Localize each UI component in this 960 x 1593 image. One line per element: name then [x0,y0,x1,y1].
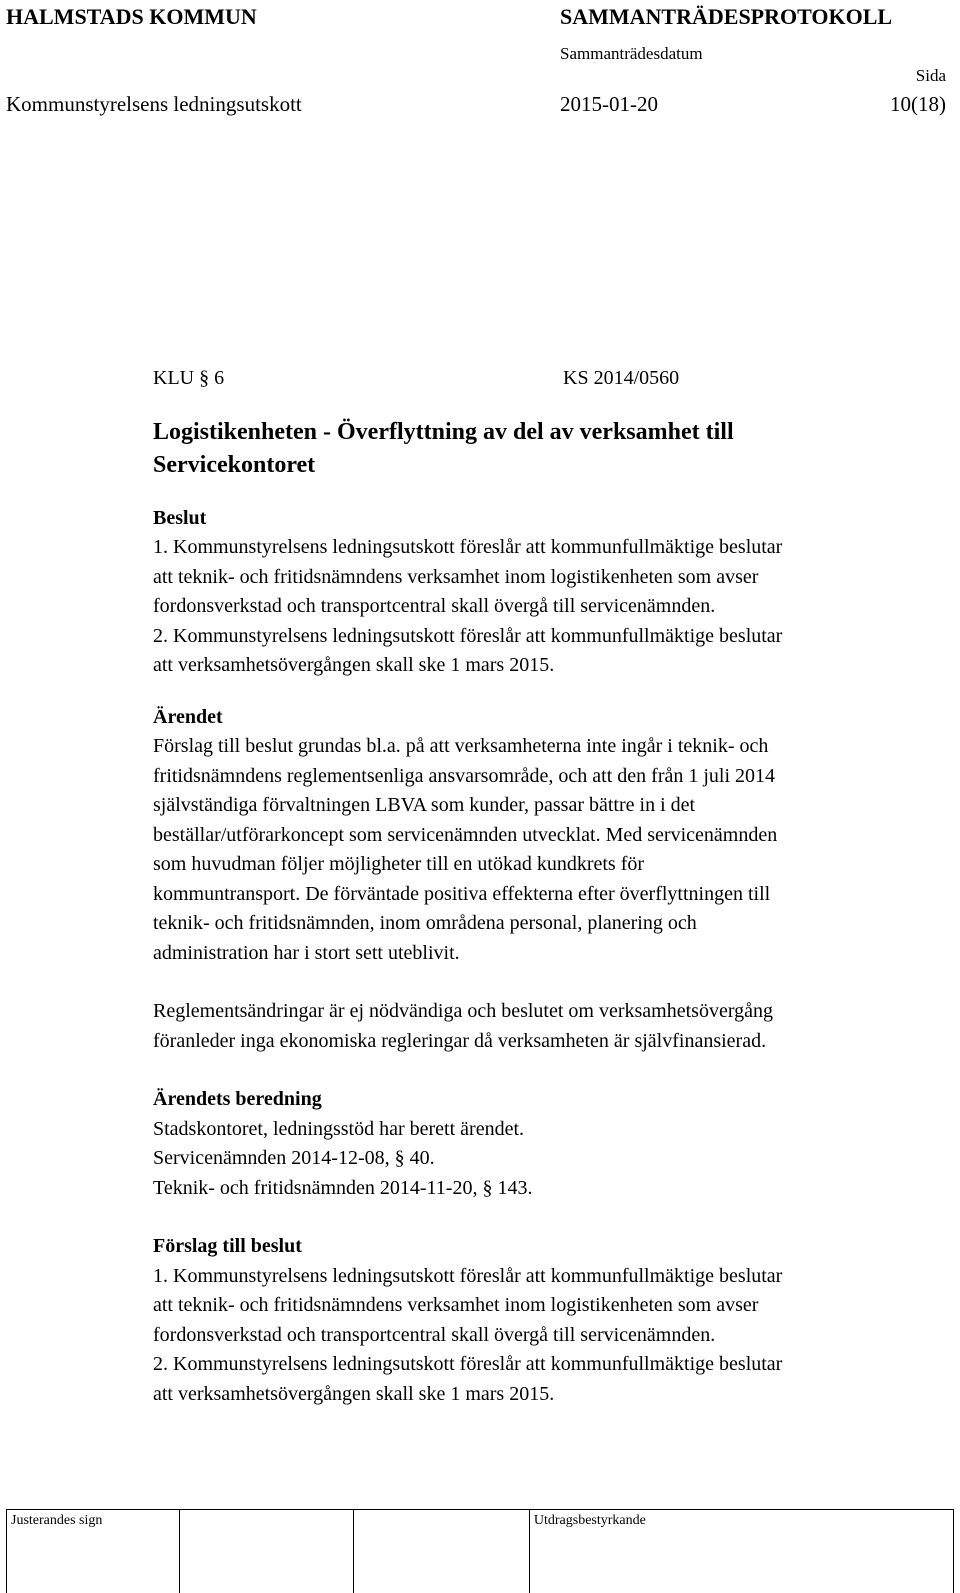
arendet-line: självständiga förvaltningen LBVA som kunder, passar bättre in i det [153,794,696,816]
beredning-line: Stadskontoret, ledningsstöd har berett ärendet. [153,1117,525,1140]
case-title-line: Servicekontoret [153,451,316,478]
document-body [153,364,953,1409]
forslag-text [153,1262,953,1410]
beredning-line: Teknik- och fritidsnämnden 2014-11-20, § 143. [153,1176,533,1199]
case-header [153,364,953,394]
forslag-line: att teknik- och fritidsnämndens verksamhet inom logistikenheten som avser [153,1294,759,1316]
date-label: Sammanträdesdatum [560,44,703,63]
arendet-paragraph [153,997,953,1056]
case-number: KS 2014/0560 [563,367,680,389]
paragraph-number: KLU § 6 [153,367,225,389]
forslag-line: fordonsverkstad och transportcentral skall övergå till servicenämnden. [153,1323,716,1346]
arendet-line: teknik- och fritidsnämnden, inom områdena personal, planering och [153,912,697,934]
beslut-line: 1. Kommunstyrelsens ledningsutskott föreslår att kommunfullmäktige beslutar [153,536,783,558]
signature-box [180,1510,355,1593]
beslut-line: att teknik- och fritidsnämndens verksamhet inom logistikenheten som avser [153,565,759,588]
beslut-line: fordonsverkstad och transportcentral skall övergå till servicenämnden. [153,595,716,617]
beslut-line: 2. Kommunstyrelsens ledningsutskott föreslår att kommunfullmäktige beslutar [153,624,783,647]
arendet-line: Reglementsändringar är ej nödvändiga och beslutet om verksamhetsövergång [153,1000,773,1022]
signature-box [354,1510,530,1593]
extract-label: Utdragsbestyrkande [533,1513,646,1528]
page-number: 10(18) [890,92,946,116]
page-label: Sida [915,66,946,85]
org-name: HALMSTADS KOMMUN [6,4,257,29]
beslut-text [153,533,953,681]
beredning-heading: Ärendets beredning [153,1088,322,1110]
beredning-line: Servicenämnden 2014-12-08, § 40. [153,1147,435,1169]
signature-box [7,1510,180,1593]
arendet-paragraph [153,732,953,968]
arendet-line: fritidsnämndens reglementsenliga ansvarsområde, och att den från 1 juli 2014 [153,764,776,787]
beredning-list [153,1115,953,1204]
beslut-line: att verksamhetsövergången skall ske 1 mars 2015. [153,654,555,676]
forslag-line: att verksamhetsövergången skall ske 1 mars 2015. [153,1382,555,1405]
arendet-line: beställar/utförarkoncept som servicenämnden utvecklat. Med servicenämnden [153,823,778,846]
arendet-line: Förslag till beslut grundas bl.a. på att verksamheterna inte ingår i teknik- och [153,735,769,757]
arendet-line: som huvudman följer möjligheter till en utökad kundkrets för [153,853,645,875]
meeting-date: 2015-01-20 [560,92,658,116]
committee-name: Kommunstyrelsens ledningsutskott [6,92,302,116]
forslag-line: 1. Kommunstyrelsens ledningsutskott föreslår att kommunfullmäktige beslutar [153,1264,783,1287]
extract-box [530,1510,953,1593]
forslag-heading: Förslag till beslut [153,1235,302,1257]
case-title [153,416,953,482]
sign-label: Justerandes sign [11,1513,103,1528]
arendet-line: föranleder inga ekonomiska regleringar då verksamheten är självfinansierad. [153,1029,767,1052]
signature-footer [6,1509,954,1593]
beslut-heading: Beslut [153,506,207,529]
forslag-line: 2. Kommunstyrelsens ledningsutskott föreslår att kommunfullmäktige beslutar [153,1353,783,1375]
arendet-line: kommuntransport. De förväntade positiva effekterna efter överflyttningen till [153,882,771,905]
arendet-line: administration har i stort sett uteblivit. [153,941,460,964]
arendet-heading: Ärendet [153,705,223,728]
case-title-line: Logistikenheten - Överflyttning av del av verksamhet till [153,418,734,445]
document-type: SAMMANTRÄDESPROTOKOLL [560,4,893,29]
